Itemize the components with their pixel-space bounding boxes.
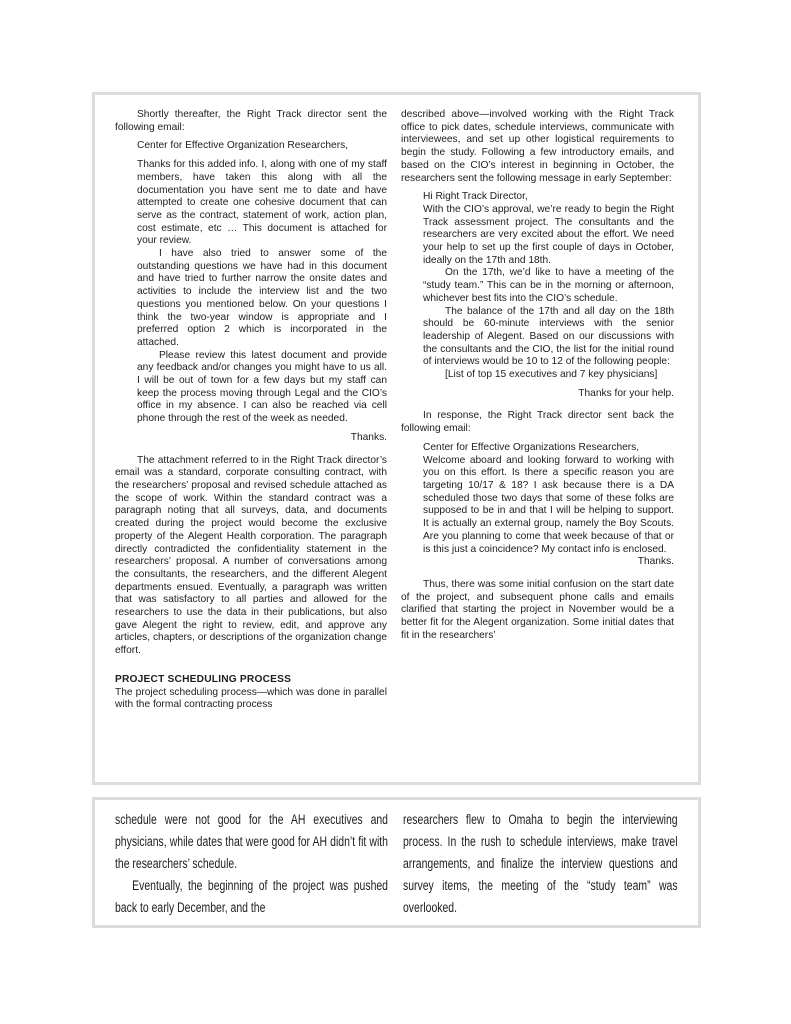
right-column bbox=[401, 109, 674, 642]
paragraph: Shortly thereafter, the Right Track director sent the following email: bbox=[115, 109, 387, 133]
email-signoff: Thanks. bbox=[637, 556, 674, 568]
paragraph: Thus, there was some initial confusion on the start date of the project, and subsequent phone calls and emails clarified that starting the project in November would be a better fit for the Alegent organization. Some initial dates that fit in the researchers’ bbox=[401, 578, 674, 641]
left-column bbox=[115, 809, 388, 919]
email-paragraph: With the CIO’s approval, we’re ready to begin the Right Track assessment project. The consultants and the researchers are very excited about the effort. We need your help to set up the first couple of days in October, ideally on the 17th and 18th. bbox=[423, 203, 674, 266]
paragraph: researchers flew to Omaha to begin the interviewing process. In the rush to schedule interviews, make travel arrangements, and finalize the interview questions and survey items, the meeting of the “study team” was overlooked. bbox=[403, 812, 678, 915]
paragraph: In response, the Right Track director sent back the following email: bbox=[401, 410, 674, 435]
left-column bbox=[115, 109, 387, 712]
book-page-excerpt-bottom bbox=[92, 797, 701, 928]
email-paragraph: Welcome aboard and looking forward to working with you on this effort. Is there a specific reason you are targeting 10/17 & 18? I ask because there is a DA scheduled those two days that some of these folks are supposed to be in and that I will be helping to support. It is actually an external group, namely the Boy Scouts. Are you planning to come that week because of that or is this just a coincidence? My contact info is enclosed. bbox=[423, 454, 674, 555]
email-signoff: Thanks. bbox=[350, 431, 387, 443]
email-greeting: Hi Right Track Director, bbox=[423, 191, 528, 203]
paragraph: The attachment referred to in the Right Track director’s email was a standard, corporate consulting contract, with the researchers’ proposal and revised schedule attached as the scope of work. Within the standard contract was a paragraph noting that all surveys, data, and documents created during the project would become the exclusive property of the Alegent Health corporation. The paragraph directly contradicted the confidentiality statement in the researchers’ proposal. A number of conversations among the consultants, the researchers, and the different Alegent departments ensued. Eventually, a paragraph was written that was satisfactory to all parties and allowed for the researchers to use the data in their publications, but also gave Alegent the right to review, edit, and approve any articles, chapters, or descriptions of the organization change effort. bbox=[115, 454, 387, 657]
email-list-note: [List of top 15 executives and 7 key physicians] bbox=[445, 369, 658, 381]
right-column bbox=[403, 809, 678, 919]
paragraph: schedule were not good for the AH executives and physicians, while dates that were good for AH didn’t fit with the researchers’ schedule. bbox=[115, 812, 388, 871]
email-paragraph: The balance of the 17th and all day on the 18th should be 60-minute interviews with the senior leadership of Alegent. Based on our discussions with the consultants and the CIO, the list for the initial round of interviews would be 10 to 12 of the following people: bbox=[423, 305, 674, 368]
email-paragraph: I have also tried to answer some of the outstanding questions we have had in this document and have tried to further narrow the onsite dates and activities to include the interview list and the two questions you mentioned below. On your questions I think the two-year window is appropriate and I preferred option 2 which is incorporated in the attached. bbox=[137, 248, 387, 348]
paragraph: The project scheduling process—which was done in parallel with the formal contracting process bbox=[115, 686, 387, 711]
email-salutation: Center for Effective Organization Researchers, bbox=[137, 140, 349, 152]
paragraph: described above—involved working with the Right Track office to pick dates, schedule interviews, communicate with interviewees, and set up other logistical requirements to begin the study. Following a few introductory emails, and based on the CIO’s interest in beginning in October, the researchers sent the following message in early September: bbox=[401, 109, 674, 184]
email-paragraph: On the 17th, we’d like to have a meeting of the “study team.” This can be in the morning or afternoon, whichever best fits into the CIO’s schedule. bbox=[423, 267, 674, 304]
book-page-excerpt-top bbox=[92, 92, 701, 785]
email-signoff: Thanks for your help. bbox=[578, 387, 674, 399]
email-paragraph: Thanks for this added info. I, along with one of my staff members, have taken this along with all the documentation you have sent me to date and have attempted to create one cohesive document that can serve as the contract, statement of work, action plan, cost estimate, etc … This document is attached for your review. bbox=[137, 159, 387, 247]
email-salutation: Center for Effective Organizations Researchers, bbox=[423, 441, 640, 453]
section-heading: PROJECT SCHEDULING PROCESS bbox=[115, 673, 292, 685]
email-paragraph: Please review this latest document and provide any feedback and/or changes you might have to us all. I will be out of town for a few days but my staff can keep the process moving through Legal and the CIO’s office in my absence. I can also be reached via cell phone through the rest of the week as needed. bbox=[137, 349, 387, 425]
paragraph: Eventually, the beginning of the project was pushed back to early December, and the bbox=[115, 878, 388, 915]
